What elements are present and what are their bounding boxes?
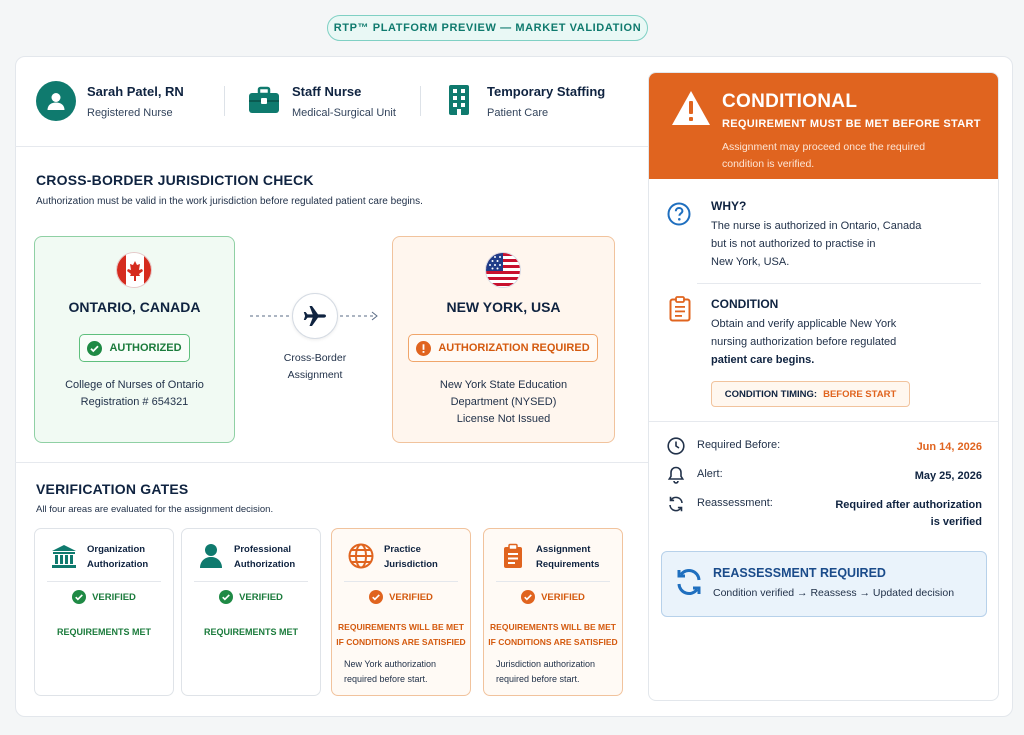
decision-desc-line2: condition is verified. [722, 158, 815, 170]
verified-label: VERIFIED [92, 591, 136, 603]
timing-label: CONDITION TIMING: [724, 388, 818, 400]
why-text [711, 217, 921, 271]
gate-req-line2: IF CONDITIONS ARE SATISFIED [488, 637, 618, 647]
refresh-icon [674, 567, 704, 597]
building-icon [446, 83, 472, 117]
authorized-badge [79, 334, 190, 362]
gate-verified-status [332, 590, 470, 604]
gate-title [384, 542, 438, 572]
condition-title: CONDITION [711, 297, 779, 311]
gate-professional-authorization [181, 528, 321, 696]
gate-note [344, 657, 436, 687]
clipboard-icon [500, 543, 526, 569]
gate-verified-status [484, 590, 622, 604]
reassessment-required-box [661, 551, 987, 617]
gate-req-line2: IF CONDITIONS ARE SATISFIED [336, 637, 466, 647]
reassessment-row [667, 495, 982, 535]
avatar-icon [36, 81, 76, 121]
reassessment-value [835, 497, 982, 531]
jurisdiction-subtitle: Authorization must be valid in the work jurisdiction before regulated patient care begins. [36, 196, 423, 207]
gate-requirements: REQUIREMENTS MET [203, 627, 298, 637]
gate-title-line1: Practice [384, 544, 421, 555]
header-separator [15, 146, 648, 147]
gates-subtitle: All four areas are evaluated for the assignment decision. [36, 504, 274, 515]
home-regulator [34, 377, 235, 411]
reassessment-label: Reassessment: [697, 497, 773, 509]
canada-flag-icon [116, 252, 152, 288]
gate-title-line1: Assignment [536, 544, 591, 555]
header-divider [420, 86, 421, 116]
panel-divider [649, 421, 999, 422]
check-icon [87, 341, 102, 356]
gate-requirements [484, 620, 622, 650]
license-status: License Not Issued [456, 413, 551, 425]
gate-title-line2: Jurisdiction [384, 559, 438, 570]
gate-verified-status [35, 590, 173, 604]
registration-number: Registration # 654321 [80, 396, 189, 408]
question-icon [667, 202, 691, 226]
nurse-name: Sarah Patel, RN [87, 84, 184, 99]
gate-title [234, 542, 295, 572]
airplane-icon [292, 293, 338, 339]
connector-line1: Cross-Border [283, 352, 347, 364]
gate-divider [194, 581, 308, 582]
check-icon [521, 590, 535, 604]
gate-note-line2: required before start. [344, 674, 428, 684]
why-line1: The nurse is authorized in Ontario, Canada [711, 220, 922, 232]
gate-note [496, 657, 595, 687]
verified-label: VERIFIED [541, 591, 585, 603]
institution-icon [51, 543, 77, 569]
gate-practice-jurisdiction [331, 528, 471, 696]
check-icon [72, 590, 86, 604]
gate-title [536, 542, 599, 572]
gate-title-line2: Authorization [87, 559, 149, 570]
condition-line2: nursing authorization before regulated [711, 336, 897, 348]
decision-title: CONDITIONAL [722, 91, 858, 112]
staffing-area: Patient Care [487, 107, 549, 119]
regulator-line2: Department (NYSED) [450, 396, 557, 408]
work-regulator [392, 377, 615, 428]
check-icon [369, 590, 383, 604]
platform-preview-badge: RTP™ PLATFORM PREVIEW — MARKET VALIDATION [327, 15, 648, 41]
why-line2: but is not authorized to practise in [711, 238, 876, 250]
briefcase-icon [248, 85, 280, 115]
alert-circle-icon [416, 341, 431, 356]
nurse-role: Registered Nurse [87, 107, 173, 119]
authorization-required-label: AUTHORIZATION REQUIRED [438, 342, 590, 354]
decision-desc-line1: Assignment may proceed once the required [722, 141, 926, 153]
gates-title: VERIFICATION GATES [36, 481, 189, 497]
gate-divider [47, 581, 161, 582]
gate-note-line1: Jurisdiction authorization [496, 659, 596, 669]
position-title: Staff Nurse [292, 84, 362, 99]
reassessment-value-line2: is verified [930, 516, 982, 528]
reassessment-flow: Condition verified → Reassess → Updated decision [713, 587, 955, 599]
gate-requirements [332, 620, 470, 650]
conditional-banner [649, 73, 999, 179]
warning-icon [671, 90, 711, 126]
gate-title-line2: Authorization [234, 559, 296, 570]
regulator-line1: New York State Education [439, 379, 568, 391]
jurisdiction-title: CROSS-BORDER JURISDICTION CHECK [36, 172, 314, 188]
bell-icon [667, 466, 685, 484]
home-jurisdiction-name: ONTARIO, CANADA [68, 299, 201, 315]
check-icon [219, 590, 233, 604]
panel-divider [697, 283, 981, 284]
verified-label: VERIFIED [389, 591, 433, 603]
gate-verified-status [182, 590, 320, 604]
gate-title [87, 542, 148, 572]
refresh-icon [667, 495, 685, 513]
clock-icon [667, 437, 685, 455]
gate-req-line1: REQUIREMENTS WILL BE MET [338, 622, 464, 632]
reassessment-required-title: REASSESSMENT REQUIRED [713, 566, 886, 580]
gate-divider [344, 581, 458, 582]
gate-note-line2: required before start. [496, 674, 580, 684]
why-line3: New York, USA. [711, 256, 790, 268]
regulator-name: College of Nurses of Ontario [65, 379, 204, 391]
gate-divider [496, 581, 610, 582]
gate-req-line1: REQUIREMENTS WILL BE MET [490, 622, 616, 632]
gate-organization-authorization [34, 528, 174, 696]
decision-description [722, 139, 972, 173]
decision-subtitle: REQUIREMENT MUST BE MET BEFORE START [722, 118, 981, 130]
condition-line1: Obtain and verify applicable New York [711, 318, 897, 330]
required-before-label: Required Before: [697, 439, 781, 451]
condition-line3: patient care begins. [711, 354, 815, 366]
connector-label [265, 350, 365, 384]
globe-icon [348, 543, 374, 569]
alert-label: Alert: [697, 468, 723, 480]
staffing-title: Temporary Staffing [487, 84, 606, 99]
gate-requirements: REQUIREMENTS MET [56, 627, 151, 637]
gate-title-line2: Requirements [536, 559, 600, 570]
alert-value: May 25, 2026 [914, 470, 982, 482]
usa-flag-icon [485, 252, 521, 288]
clipboard-icon [669, 296, 691, 322]
position-unit: Medical-Surgical Unit [292, 107, 396, 119]
verified-label: VERIFIED [239, 591, 283, 603]
gate-assignment-requirements [483, 528, 623, 696]
gate-note-line1: New York authorization [344, 659, 437, 669]
condition-timing-badge [711, 381, 910, 407]
required-before-row [667, 437, 982, 457]
decision-panel [648, 72, 999, 701]
authorization-required-badge [408, 334, 598, 362]
person-icon [198, 543, 224, 569]
work-jurisdiction-name: NEW YORK, USA [446, 299, 561, 315]
condition-text [711, 315, 896, 369]
authorized-label: AUTHORIZED [109, 342, 182, 354]
connector-line2: Assignment [287, 369, 343, 381]
section-separator [15, 462, 648, 463]
reassessment-value-line1: Required after authorization [835, 499, 982, 511]
gate-title-line1: Professional [234, 544, 292, 555]
gate-title-line1: Organization [87, 544, 146, 555]
header-divider [224, 86, 225, 116]
timing-value: BEFORE START [823, 388, 897, 400]
alert-row [667, 466, 982, 486]
required-before-value: Jun 14, 2026 [916, 441, 982, 453]
why-title: WHY? [711, 199, 747, 213]
